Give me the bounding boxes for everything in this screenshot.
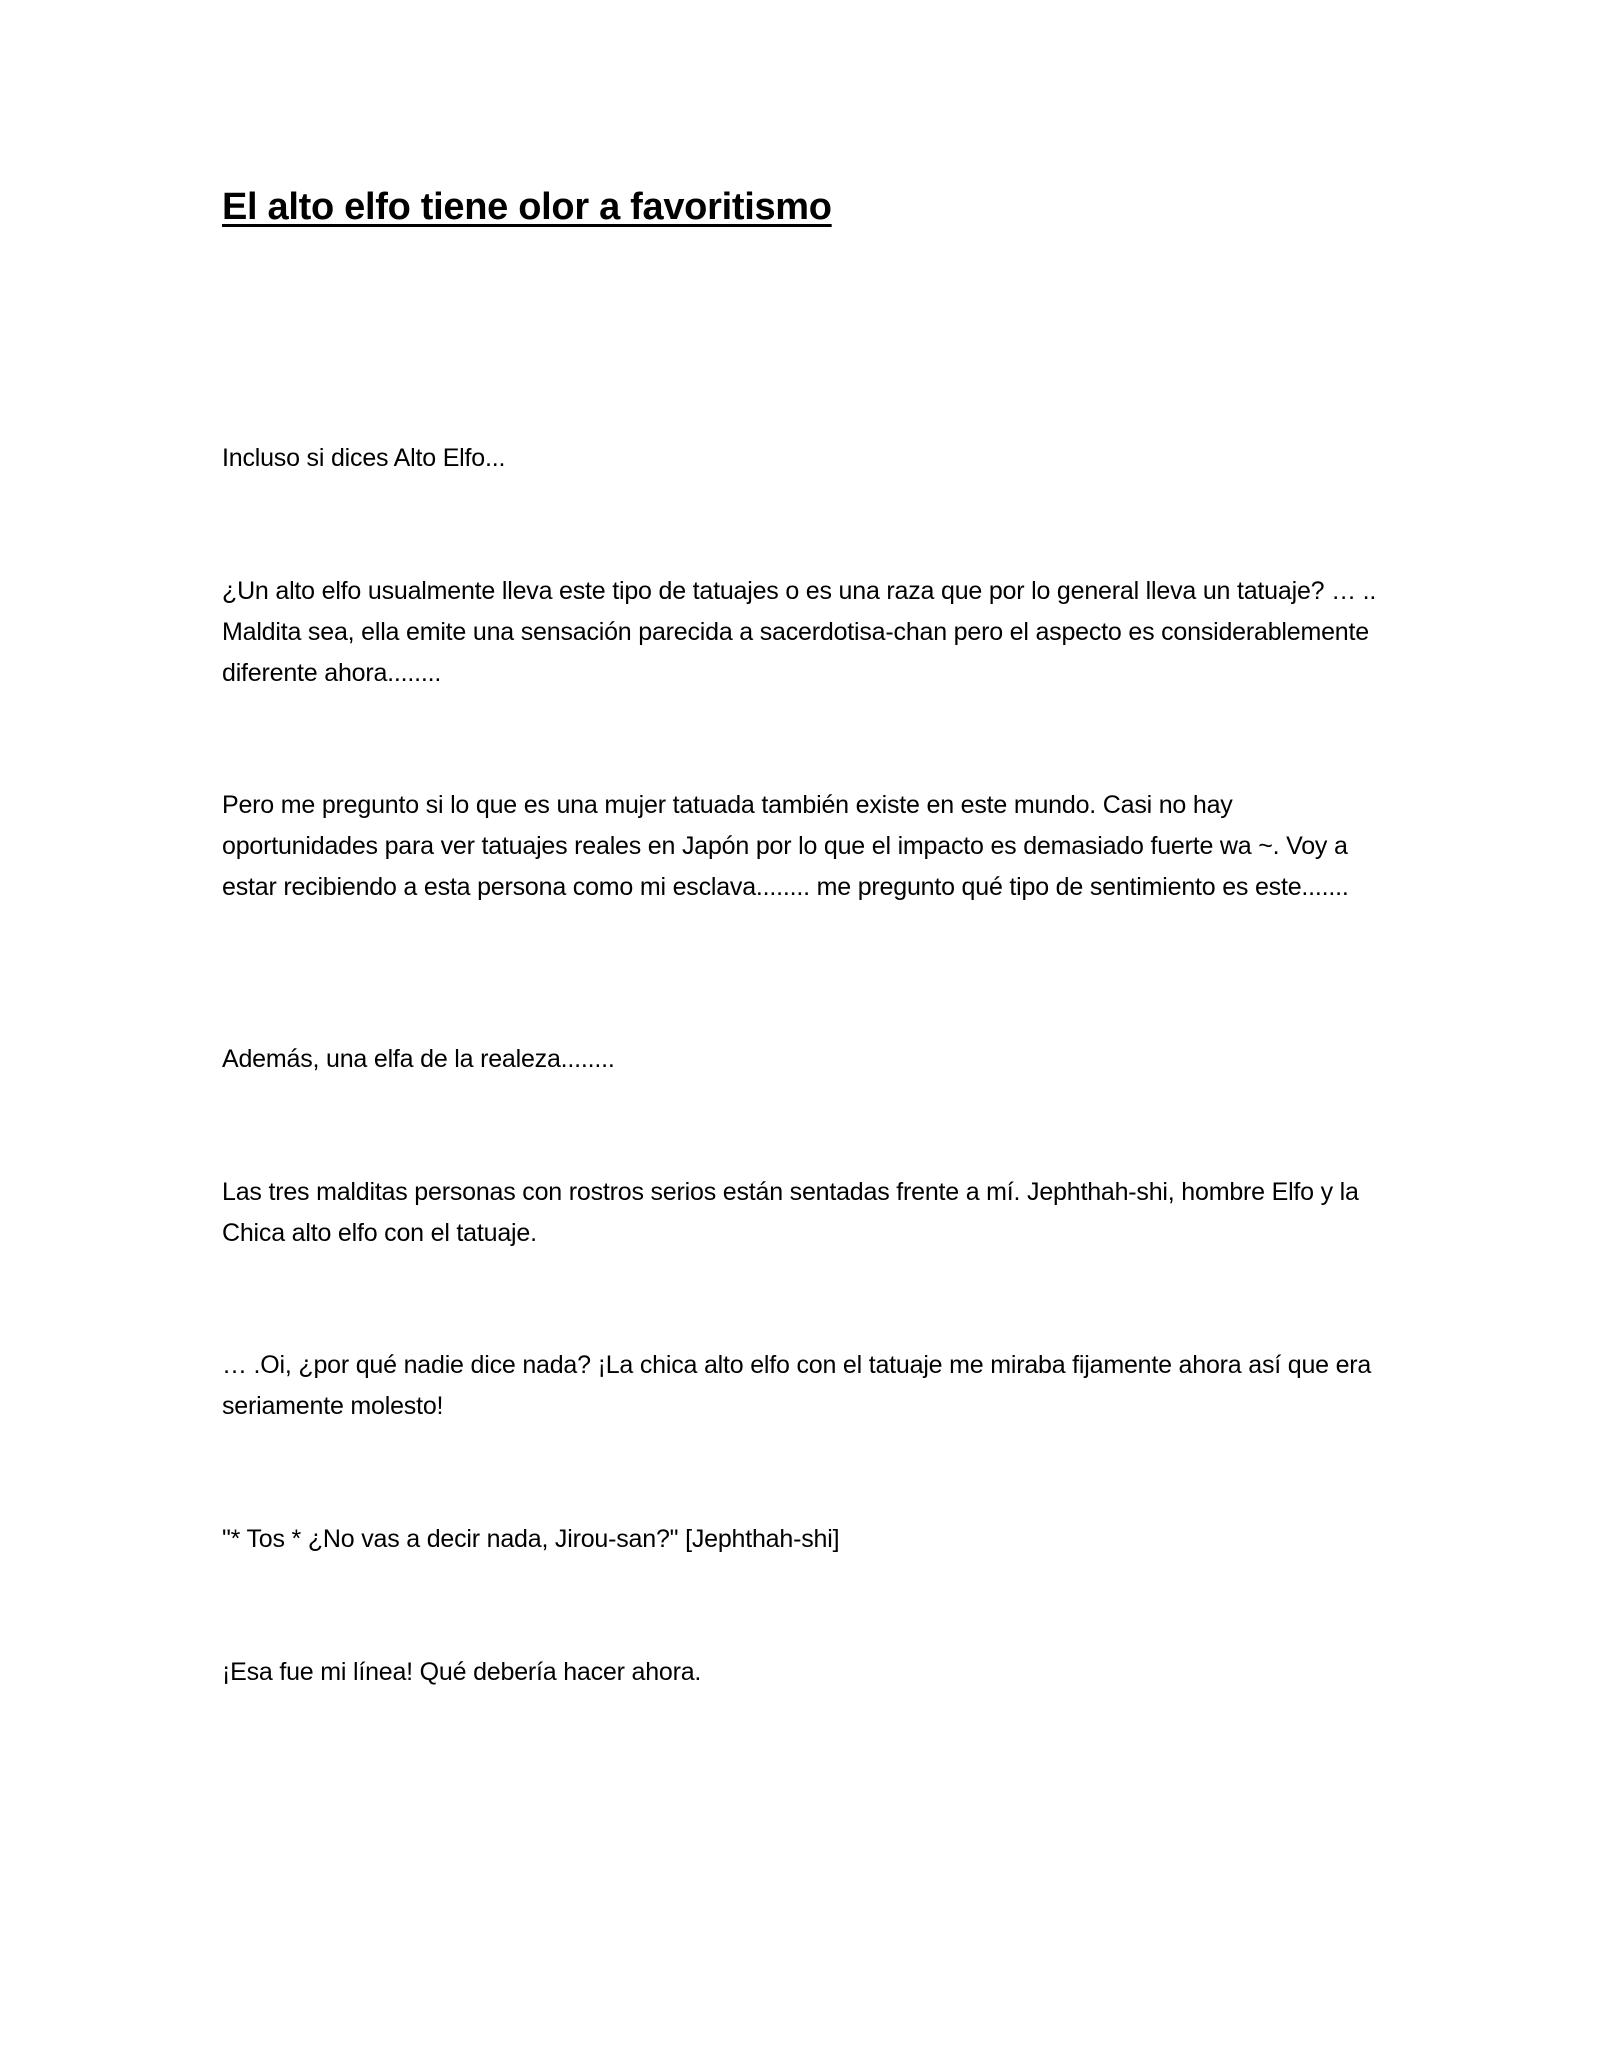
paragraph: "* Tos * ¿No vas a decir nada, Jirou-san?" [Jephthah-shi]: [222, 1525, 840, 1553]
paragraph: Incluso si dices Alto Elfo...: [222, 444, 506, 472]
paragraph: Además, una elfa de la realeza........: [222, 1045, 615, 1073]
paragraph: … .Oi, ¿por qué nadie dice nada? ¡La chica alto elfo con el tatuaje me miraba fijamente ahora así que era seriamente molesto!: [222, 1351, 1372, 1420]
paragraph: Pero me pregunto si lo que es una mujer tatuada también existe en este mundo. Casi no hay oportunidades para ver tatuajes reales en Japón por lo que el impacto es demasiado fuerte wa ~. Voy a estar recibiendo a esta persona como mi esclava........ me pregunto qué tipo de sentimiento es este.......: [222, 791, 1349, 901]
paragraph: ¿Un alto elfo usualmente lleva este tipo de tatuajes o es una raza que por lo general lleva un tatuaje? … .. Maldita sea, ella emite una sensación parecida a sacerdotisa-chan pero el aspecto es considerablemente diferente ahora........: [222, 577, 1377, 687]
document-title: El alto elfo tiene olor a favoritismo: [222, 186, 832, 228]
paragraph: Las tres malditas personas con rostros serios están sentadas frente a mí. Jephthah-shi, hombre Elfo y la Chica alto elfo con el tatuaje.: [222, 1178, 1359, 1247]
paragraph: ¡Esa fue mi línea! Qué debería hacer ahora.: [222, 1658, 702, 1686]
